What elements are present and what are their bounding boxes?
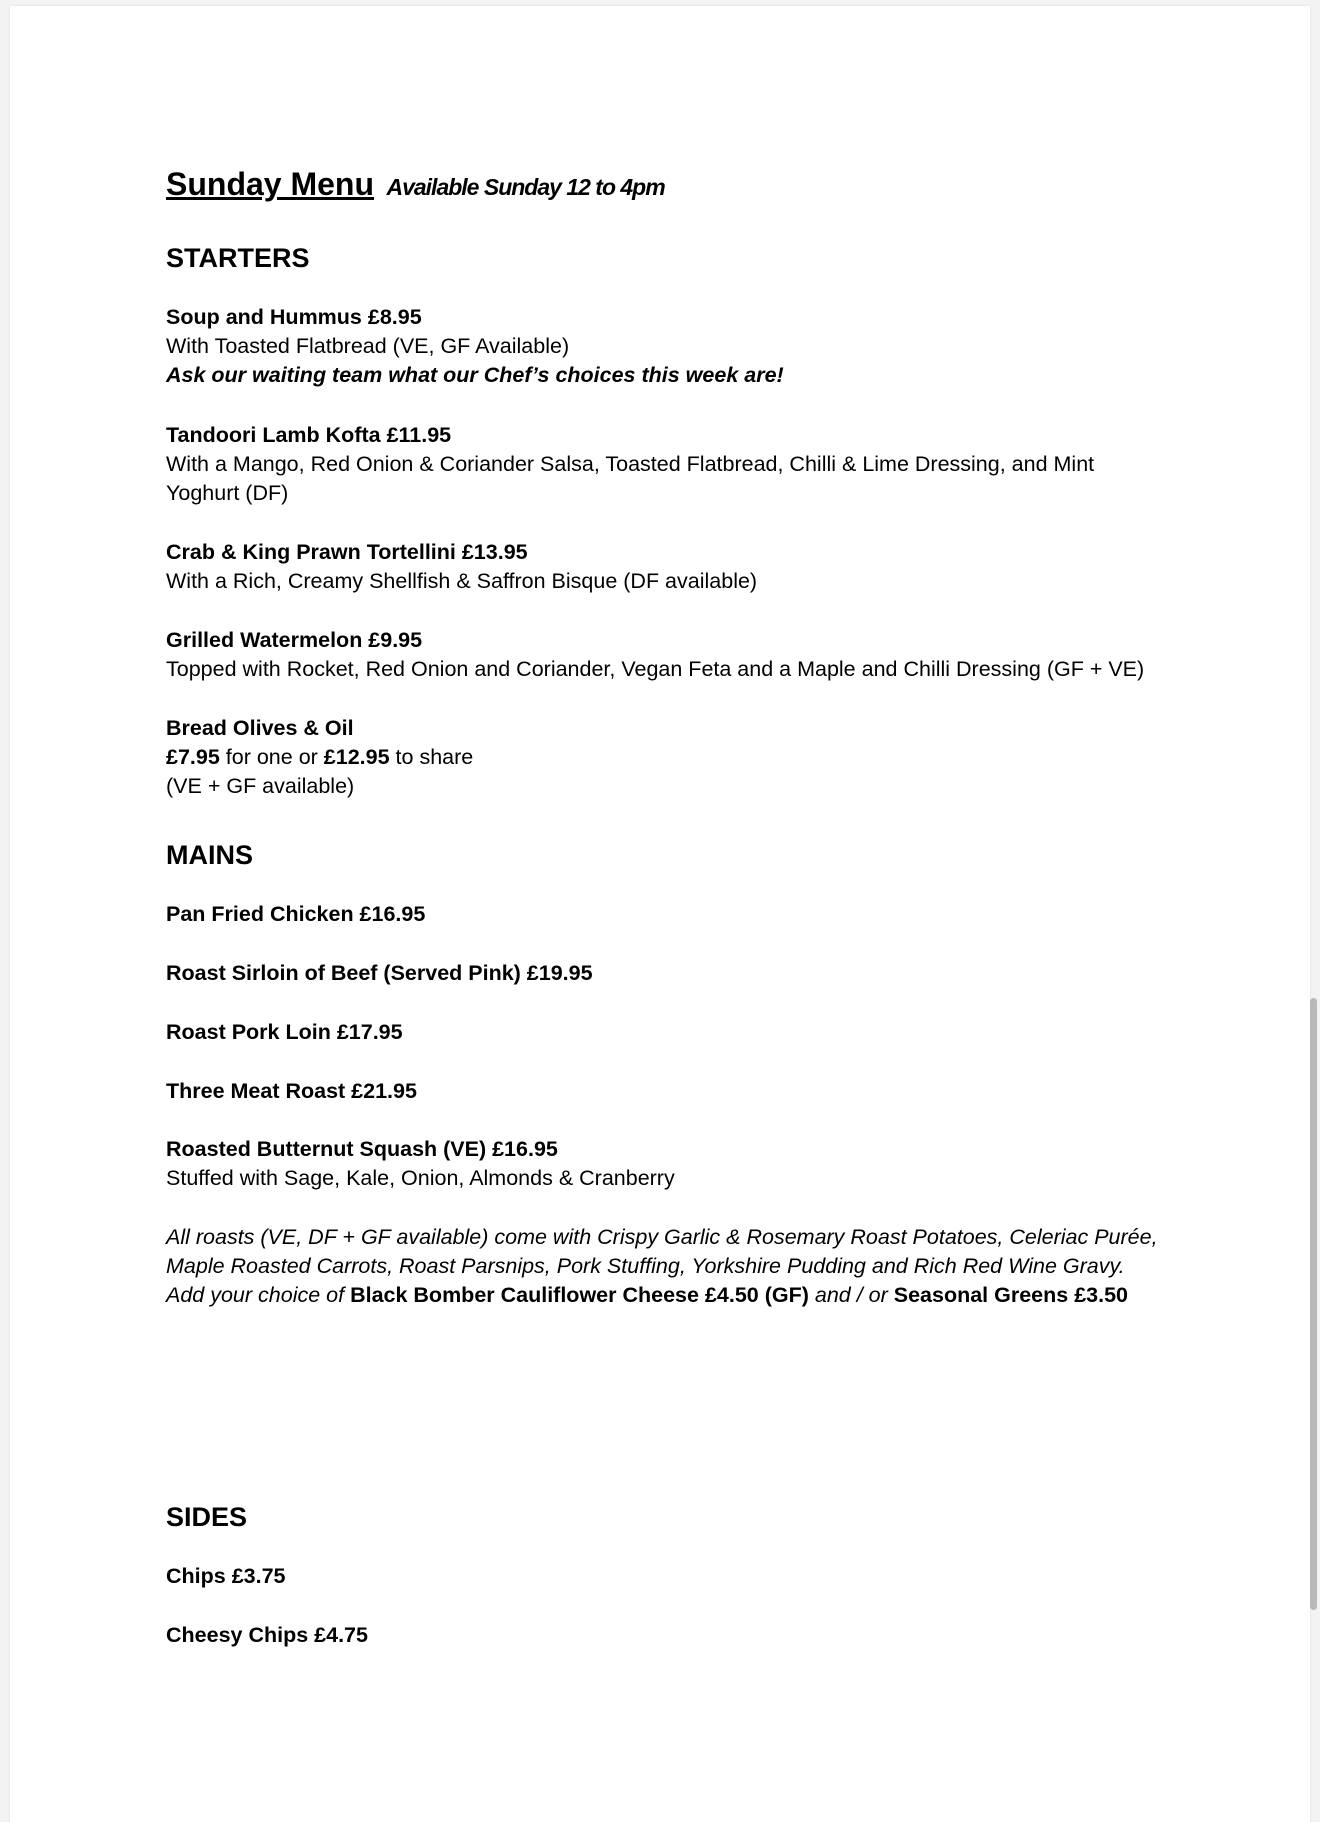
squash-item-name: Roasted Butternut Squash (VE) £16.95 (166, 1137, 558, 1161)
menu-title: Sunday Menu (166, 166, 375, 202)
bread-item-name: Bread Olives & Oil (166, 716, 354, 740)
document-page (10, 6, 1310, 1822)
vertical-scrollbar[interactable] (1310, 998, 1317, 1610)
three-meat-item-name: Three Meat Roast £21.95 (166, 1079, 417, 1103)
starters-heading: STARTERS (166, 243, 310, 273)
soup-item-note: Ask our waiting team what our Chef’s choices this week are! (166, 363, 784, 387)
seasonal-greens-option: Seasonal Greens £3.50 (893, 1283, 1129, 1307)
menu-header (166, 168, 665, 200)
bread-text-share: to share (389, 745, 474, 769)
chips-item-name: Chips £3.75 (166, 1564, 286, 1588)
beef-item-name: Roast Sirloin of Beef (Served Pink) £19.95 (166, 961, 593, 985)
pork-item-name: Roast Pork Loin £17.95 (166, 1020, 403, 1044)
kofta-item-desc: With a Mango, Red Onion & Coriander Salsa, Toasted Flatbread, Chilli & Lime Dressing, and Mint (166, 452, 1095, 476)
sides-heading: SIDES (166, 1502, 248, 1532)
cauliflower-cheese-option: Black Bomber Cauliflower Cheese £4.50 (GF) (350, 1283, 809, 1307)
kofta-item-name: Tandoori Lamb Kofta £11.95 (166, 423, 452, 447)
bread-text-one: for one or (219, 745, 324, 769)
watermelon-item-desc: Topped with Rocket, Red Onion and Coriander, Vegan Feta and a Maple and Chilli Dressing (GF + VE) (166, 657, 1145, 681)
chicken-item-name: Pan Fried Chicken £16.95 (166, 902, 426, 926)
bread-item-diet: (VE + GF available) (166, 774, 355, 798)
bread-item-prices (166, 747, 473, 769)
watermelon-item-name: Grilled Watermelon £9.95 (166, 628, 423, 652)
bread-price-one: £7.95 (166, 745, 220, 769)
roasts-note-line3 (166, 1285, 1128, 1307)
roasts-note-add: Add your choice of (166, 1283, 351, 1307)
crab-item-desc: With a Rich, Creamy Shellfish & Saffron Bisque (DF available) (166, 569, 758, 593)
mains-heading: MAINS (166, 840, 253, 870)
soup-item-desc: With Toasted Flatbread (VE, GF Available) (166, 334, 570, 358)
roasts-note-line1: All roasts (VE, DF + GF available) come with Crispy Garlic & Rosemary Roast Potatoes, Celeriac Purée, (166, 1225, 1158, 1249)
roasts-note-andor: and / or (808, 1283, 894, 1307)
squash-item-desc: Stuffed with Sage, Kale, Onion, Almonds & Cranberry (166, 1166, 675, 1190)
bread-price-share: £12.95 (323, 745, 390, 769)
roasts-note-line2: Maple Roasted Carrots, Roast Parsnips, Pork Stuffing, Yorkshire Pudding and Rich Red Wine Gravy. (166, 1254, 1125, 1278)
cheesy-chips-item-name: Cheesy Chips £4.75 (166, 1623, 368, 1647)
crab-item-name: Crab & King Prawn Tortellini £13.95 (166, 540, 528, 564)
soup-item-name: Soup and Hummus £8.95 (166, 305, 422, 329)
menu-subtitle: Available Sunday 12 to 4pm (386, 174, 665, 200)
kofta-item-desc-cont: Yoghurt (DF) (166, 481, 289, 505)
